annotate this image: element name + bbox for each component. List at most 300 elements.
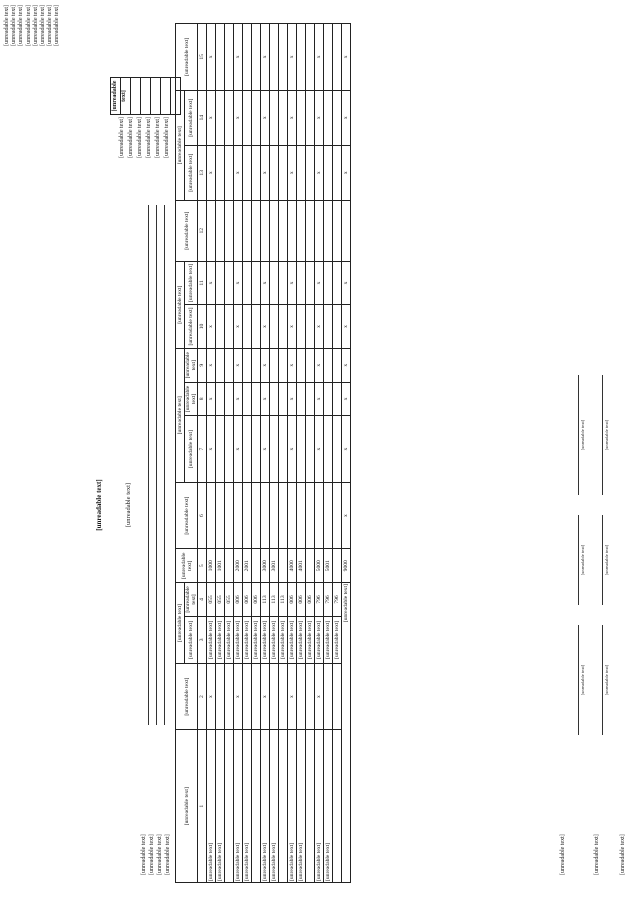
table-cell [324, 24, 333, 91]
table-cell [270, 416, 279, 483]
table-cell [216, 382, 225, 416]
col-number: 12 [198, 200, 207, 261]
table-cell [288, 482, 297, 549]
table-cell: x [261, 145, 270, 200]
table-cell [252, 348, 261, 382]
table-cell [324, 305, 333, 349]
table-cell: [unreadable text] [234, 616, 243, 663]
table-cell: x [288, 145, 297, 200]
table-cell [333, 663, 342, 730]
table-cell: x [288, 261, 297, 305]
table-cell: 1000 [207, 549, 216, 583]
table-cell [306, 200, 315, 261]
table-cell [270, 90, 279, 145]
table-cell: x [207, 145, 216, 200]
col-number: 13 [198, 145, 207, 200]
table-cell [270, 200, 279, 261]
table-cell [252, 261, 261, 305]
table-cell [225, 663, 234, 730]
col-number: 2 [198, 663, 207, 730]
caption-position: [unreadable text] [604, 664, 609, 696]
table-cell [324, 382, 333, 416]
row-name: [unreadable text] [324, 730, 333, 883]
table-cell [270, 482, 279, 549]
header-line: [unreadable text] [54, 5, 61, 46]
table-cell: x [315, 663, 324, 730]
total-row [342, 24, 351, 883]
table-cell [333, 145, 342, 200]
table-cell: 796 [315, 583, 324, 617]
meta-fill-line [156, 205, 157, 725]
table-cell [306, 305, 315, 349]
head-signature-label: [unreadable text] [560, 834, 566, 875]
table-cell [315, 482, 324, 549]
header-line: [unreadable text] [47, 5, 54, 46]
table-cell: x [315, 305, 324, 349]
table-cell [270, 663, 279, 730]
table-cell [297, 482, 306, 549]
codes-label: [unreadable text] [128, 117, 134, 158]
meta-label: [unreadable text] [157, 834, 163, 875]
col-number: 4 [198, 583, 207, 617]
table-cell: [unreadable text] [288, 616, 297, 663]
table-cell [216, 200, 225, 261]
table-cell [270, 305, 279, 349]
table-cell [252, 200, 261, 261]
table-cell: x [207, 416, 216, 483]
table-cell [225, 145, 234, 200]
table-cell: 006 [288, 583, 297, 617]
table-cell [234, 200, 243, 261]
caption-name: [unreadable text] [580, 419, 585, 451]
table-cell [324, 261, 333, 305]
table-cell: x [261, 261, 270, 305]
table-row [333, 24, 342, 883]
table-cell [216, 24, 225, 91]
table-cell [279, 261, 288, 305]
table-row [315, 24, 324, 883]
row-name [225, 730, 234, 883]
table-cell [252, 549, 261, 583]
table-cell [306, 90, 315, 145]
appendix-header [4, 5, 62, 345]
header-line: [unreadable text] [32, 5, 39, 46]
total-label: [unreadable text] [342, 583, 351, 883]
table-cell [297, 145, 306, 200]
table-cell: x [261, 416, 270, 483]
table-cell [324, 348, 333, 382]
table-cell: 2001 [243, 549, 252, 583]
codes-heading: [unreadable text] [112, 80, 127, 112]
table-cell [333, 382, 342, 416]
table-cell: [unreadable text] [333, 616, 342, 663]
table-cell: x [207, 663, 216, 730]
row-name: [unreadable text] [270, 730, 279, 883]
table-cell: x [342, 305, 351, 349]
row-name: [unreadable text] [243, 730, 252, 883]
table-cell: x [342, 348, 351, 382]
table-cell: 055 [207, 583, 216, 617]
table-cell [225, 200, 234, 261]
table-cell: 006 [306, 583, 315, 617]
meta-label: [unreadable text] [141, 834, 147, 875]
meta-fill-line [148, 205, 149, 725]
table-cell [216, 482, 225, 549]
table-cell [333, 200, 342, 261]
table-cell: x [315, 145, 324, 200]
table-cell: x [288, 382, 297, 416]
row-name: [unreadable text] [315, 730, 324, 883]
table-cell: x [315, 24, 324, 91]
col-quantity: [unreadable text] [176, 482, 198, 549]
codes-label: [unreadable text] [146, 117, 152, 158]
table-row [261, 24, 270, 883]
table-cell [261, 482, 270, 549]
col-unit-code: [unreadable text] [185, 583, 198, 617]
table-cell: 796 [333, 583, 342, 617]
table-cell [243, 382, 252, 416]
table-cell [234, 482, 243, 549]
codes-box [110, 77, 181, 115]
caption-name: [unreadable text] [604, 544, 609, 576]
table-cell [225, 382, 234, 416]
col-owner-name: [unreadable text] [185, 416, 198, 483]
table-cell [306, 382, 315, 416]
caption-phone: [unreadable text] [604, 419, 609, 451]
table-cell: 796 [324, 583, 333, 617]
table-cell: x [342, 261, 351, 305]
table-cell [207, 482, 216, 549]
code-cell [140, 78, 150, 114]
row-name [252, 730, 261, 883]
table-cell [225, 482, 234, 549]
table-cell: x [342, 90, 351, 145]
table-cell [252, 305, 261, 349]
col-term: [unreadable text] [176, 261, 185, 348]
table-cell: 1001 [216, 549, 225, 583]
table-cell [333, 348, 342, 382]
table-cell: [unreadable text] [279, 616, 288, 663]
table-cell [279, 200, 288, 261]
table-cell [306, 416, 315, 483]
table-cell: 2000 [234, 549, 243, 583]
executor-phone-line [602, 375, 603, 495]
table-cell [333, 549, 342, 583]
table-cell: x [288, 663, 297, 730]
table-cell [288, 200, 297, 261]
table-cell: x [234, 145, 243, 200]
table-cell: x [261, 348, 270, 382]
table-cell [243, 416, 252, 483]
table-cell [252, 24, 261, 91]
table-cell [252, 663, 261, 730]
col-direction: [unreadable text] [176, 90, 185, 200]
table-cell [225, 549, 234, 583]
table-cell [297, 348, 306, 382]
table-row [207, 24, 216, 883]
table-row [216, 24, 225, 883]
table-cell: [unreadable text] [252, 616, 261, 663]
table-cell [279, 482, 288, 549]
table-row [297, 24, 306, 883]
table-cell: x [234, 305, 243, 349]
table-cell: x [342, 416, 351, 483]
table-row [324, 24, 333, 883]
table-cell [306, 663, 315, 730]
table-cell [306, 348, 315, 382]
table-cell: x [234, 24, 243, 91]
table-cell: x [207, 382, 216, 416]
table-cell: [unreadable text] [261, 616, 270, 663]
table-cell: x [342, 24, 351, 91]
table-cell [252, 145, 261, 200]
col-number: 10 [198, 305, 207, 349]
table-cell: 5001 [324, 549, 333, 583]
table-cell [306, 549, 315, 583]
header-line: [unreadable text] [25, 5, 32, 46]
table-cell [207, 200, 216, 261]
table-cell [270, 348, 279, 382]
header-line: [unreadable text] [4, 5, 10, 46]
table-cell: x [288, 348, 297, 382]
table-cell [306, 24, 315, 91]
codes-label: [unreadable text] [137, 117, 143, 158]
table-cell: 113 [270, 583, 279, 617]
table-cell [297, 305, 306, 349]
col-grounds: [unreadable text] [176, 24, 198, 91]
table-row [243, 24, 252, 883]
table-cell [216, 90, 225, 145]
row-name [279, 730, 288, 883]
header-line: [unreadable text] [11, 5, 18, 46]
table-cell [333, 24, 342, 91]
col-expenses: [unreadable text] [176, 200, 198, 261]
table-cell [279, 24, 288, 91]
table-cell [243, 482, 252, 549]
col-address: [unreadable text] [176, 663, 198, 730]
table-row [288, 24, 297, 883]
head-name-line [578, 375, 579, 495]
table-cell: x [261, 90, 270, 145]
col-dir-main: [unreadable text] [185, 145, 198, 200]
head-position-line [578, 625, 579, 735]
table-cell: 006 [252, 583, 261, 617]
table-cell [252, 90, 261, 145]
table-cell: x [315, 348, 324, 382]
table-cell: 113 [261, 583, 270, 617]
table-cell: x [288, 90, 297, 145]
property-table [175, 23, 351, 883]
table-cell [225, 348, 234, 382]
table-cell: x [261, 24, 270, 91]
col-number: 3 [198, 616, 207, 663]
table-cell [270, 145, 279, 200]
table-cell [279, 348, 288, 382]
table-cell: [unreadable text] [207, 616, 216, 663]
table-cell [216, 348, 225, 382]
table-row [234, 24, 243, 883]
table-cell [324, 482, 333, 549]
table-cell: x [261, 305, 270, 349]
col-owner-kisz: [unreadable text] [185, 348, 198, 382]
executor-position-line [602, 625, 603, 735]
codes-label: [unreadable text] [119, 117, 125, 158]
executor-name-line [602, 515, 603, 605]
col-term-start: [unreadable text] [185, 305, 198, 349]
col-number: 5 [198, 549, 207, 583]
table-cell [243, 200, 252, 261]
table-cell: [unreadable text] [324, 616, 333, 663]
table-cell [324, 416, 333, 483]
row-name: [unreadable text] [288, 730, 297, 883]
table-body [207, 24, 351, 883]
table-cell: 055 [216, 583, 225, 617]
table-cell [279, 145, 288, 200]
table-cell: x [342, 145, 351, 200]
column-number-row [198, 24, 207, 883]
table-cell: x [207, 348, 216, 382]
table-cell [324, 663, 333, 730]
table-cell [306, 261, 315, 305]
row-name: [unreadable text] [261, 730, 270, 883]
caption-position: [unreadable text] [580, 664, 585, 696]
table-cell [243, 145, 252, 200]
table-cell: x [207, 90, 216, 145]
report-date-line: [unreadable text] [125, 482, 132, 528]
table-cell [270, 382, 279, 416]
table-cell [279, 663, 288, 730]
table-cell [324, 90, 333, 145]
table-cell: x [261, 663, 270, 730]
col-unit-name: [unreadable text] [185, 616, 198, 663]
table-cell: x [234, 90, 243, 145]
table-cell [297, 261, 306, 305]
table-cell [342, 200, 351, 261]
table-cell: x [207, 261, 216, 305]
table-cell [333, 90, 342, 145]
table-cell [216, 305, 225, 349]
col-term-end: [unreadable text] [185, 261, 198, 305]
table-cell [297, 382, 306, 416]
table-cell: [unreadable text] [306, 616, 315, 663]
table-cell [279, 90, 288, 145]
table-cell: x [234, 663, 243, 730]
table-cell: 5000 [315, 549, 324, 583]
table-cell: x [288, 24, 297, 91]
table-cell [333, 305, 342, 349]
table-cell: 006 [234, 583, 243, 617]
table-cell [279, 549, 288, 583]
header-line: [unreadable text] [40, 5, 47, 46]
table-cell: 3001 [270, 549, 279, 583]
table-cell [216, 145, 225, 200]
code-cell [150, 78, 160, 114]
table-cell: [unreadable text] [225, 616, 234, 663]
col-number: 7 [198, 416, 207, 483]
table-cell [243, 24, 252, 91]
col-line-code: [unreadable text] [176, 549, 198, 583]
meta-label: [unreadable text] [149, 834, 155, 875]
table-cell [306, 482, 315, 549]
table-cell [297, 416, 306, 483]
table-cell [297, 24, 306, 91]
table-cell: [unreadable text] [315, 616, 324, 663]
table-cell: x [315, 382, 324, 416]
table-cell [324, 200, 333, 261]
table-cell: [unreadable text] [297, 616, 306, 663]
table-cell [252, 382, 261, 416]
table-cell [243, 261, 252, 305]
table-cell [216, 663, 225, 730]
table-row [279, 24, 288, 883]
table-cell: x [288, 305, 297, 349]
table-cell: x [234, 261, 243, 305]
table-cell: x [261, 382, 270, 416]
col-name: [unreadable text] [176, 730, 198, 883]
table-cell [216, 416, 225, 483]
table-cell: 113 [279, 583, 288, 617]
code-cell [130, 78, 140, 114]
table-row [270, 24, 279, 883]
table-cell: x [315, 261, 324, 305]
table-row [306, 24, 315, 883]
table-cell: 4000 [288, 549, 297, 583]
col-number: 6 [198, 482, 207, 549]
table-cell: [unreadable text] [216, 616, 225, 663]
table-cell [324, 145, 333, 200]
table-cell [243, 305, 252, 349]
table-cell [216, 261, 225, 305]
table-cell: [unreadable text] [270, 616, 279, 663]
col-number: 15 [198, 24, 207, 91]
table-cell [333, 261, 342, 305]
caption-signature: [unreadable text] [580, 544, 585, 576]
table-cell [252, 416, 261, 483]
total-code: 9000 [342, 549, 351, 583]
row-name: [unreadable text] [207, 730, 216, 883]
head-signature-line [578, 515, 579, 605]
table-cell [252, 482, 261, 549]
table-row [252, 24, 261, 883]
table-cell [225, 305, 234, 349]
table-cell [243, 663, 252, 730]
table-cell: 3000 [261, 549, 270, 583]
codes-labels [118, 117, 172, 205]
date-line: [unreadable text] [620, 834, 626, 875]
table-cell: 055 [225, 583, 234, 617]
col-number: 11 [198, 261, 207, 305]
table-cell: 4001 [297, 549, 306, 583]
table-cell [279, 305, 288, 349]
row-name: [unreadable text] [234, 730, 243, 883]
table-cell [279, 382, 288, 416]
table-cell [333, 482, 342, 549]
table-cell [306, 145, 315, 200]
table-cell [225, 90, 234, 145]
col-number: 9 [198, 348, 207, 382]
table-row [225, 24, 234, 883]
table-cell: x [315, 90, 324, 145]
table-cell [225, 416, 234, 483]
table-cell [225, 261, 234, 305]
table-cell [225, 24, 234, 91]
table-cell: x [207, 24, 216, 91]
table-cell [270, 24, 279, 91]
col-number: 14 [198, 90, 207, 145]
table-cell [270, 261, 279, 305]
table-cell: x [315, 416, 324, 483]
table-cell [243, 90, 252, 145]
